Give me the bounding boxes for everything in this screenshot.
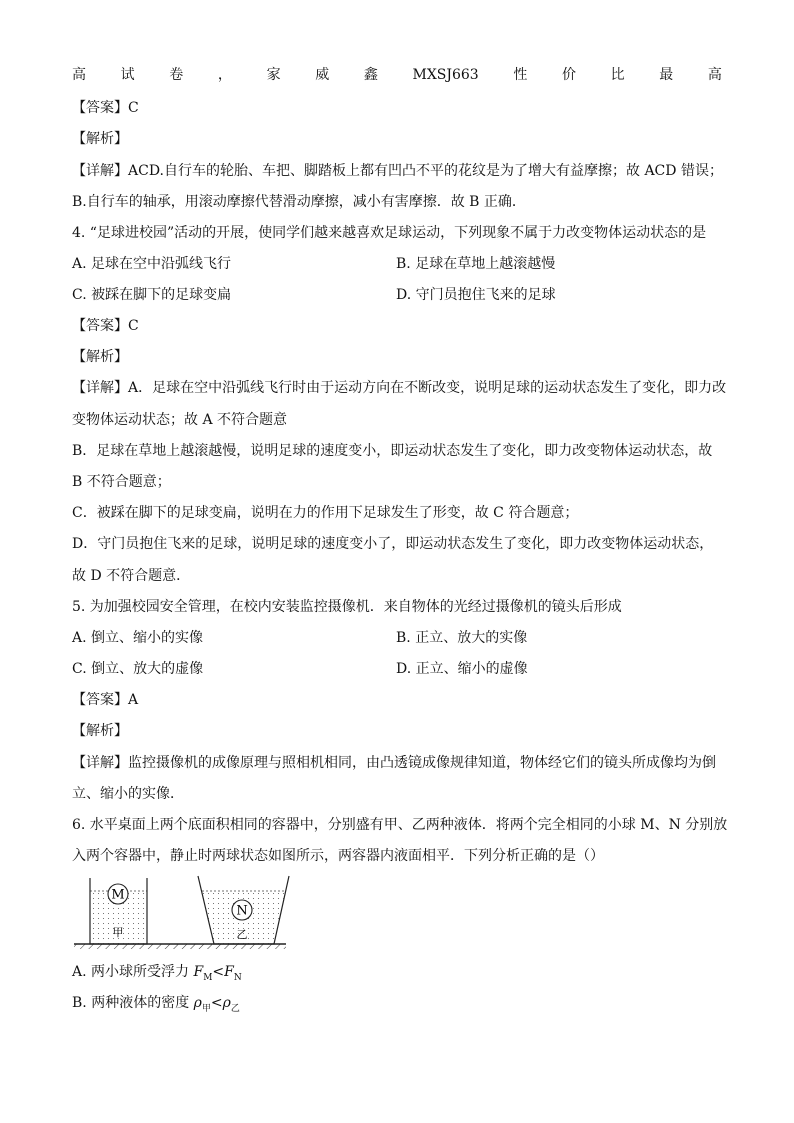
q5-option-b: B. 正立、放大的实像 [396,630,528,646]
q6-option-a [72,963,242,987]
q6-option-b [72,994,240,1018]
header-char: 价 [562,67,576,83]
q6-stem: 6. 水平桌面上两个底面积相同的容器中，分别盛有甲、乙两种液体．将两个完全相同的小球 M、N 分别放 [72,817,728,833]
header-char: 卷 [169,67,184,83]
q4-answer: 【答案】C [72,318,139,334]
force-symbol: F [224,964,234,980]
q4-option-b: B. 足球在草地上越滚越慢 [396,256,556,272]
q4-detail-line: 变物体运动状态；故 A 不符合题意 [72,412,288,428]
q3-detail-line: B.自行车的轴承，用滚动摩擦代替滑动摩擦，减小有害摩擦．故 B 正确． [72,194,526,210]
q4-detail-line: 【详解】A．足球在空中沿弧线飞行时由于运动方向在不断改变，说明足球的运动状态发生了变化，即力改 [72,380,727,396]
less-than: < [210,995,223,1011]
q4-detail-line: B．足球在草地上越滚越慢，说明足球的速度变小，即运动状态发生了变化，即力改变物体运动状态，故 [72,443,713,459]
liquid-jia-label: 甲 [112,926,124,939]
q3-answer: 【答案】C [72,100,139,116]
header-char: 性 [513,67,528,83]
q4-detail-line: D．守门员抱住飞来的足球，说明足球的速度变小了，即运动状态发生了变化，即力改变物体运动状态， [72,536,714,552]
q6-stem: 入两个容器中，静止时两球状态如图所示，两容器内液面相平．下列分析正确的是（） [72,848,604,864]
containers-figure [72,872,292,952]
header-code: MXSJ663 [412,67,479,83]
liquid-yi-label: 乙 [236,928,248,941]
q4-detail-line: B 不符合题意； [72,474,171,490]
q4-analysis-heading: 【解析】 [72,349,128,365]
q6-option-b-text: B. 两种液体的密度 [72,995,194,1011]
q5-detail-line: 【详解】监控摄像机的成像原理与照相机相同，由凸透镜成像规律知道，物体经它们的镜头所成像均为倒 [72,755,716,771]
q5-option-a: A. 倒立、缩小的实像 [72,630,204,646]
header-char: 试 [120,67,135,83]
header-char: 高 [707,67,722,83]
header-char: 家 [266,67,281,83]
q5-analysis-heading: 【解析】 [72,723,128,739]
header-char: 比 [610,67,625,83]
ball-n-label: N [236,903,248,919]
header-char: 高 [72,67,86,83]
q5-answer: 【答案】A [72,692,139,708]
q5-option-c: C. 倒立、放大的虚像 [72,661,204,677]
density-symbol: ρ [222,995,231,1011]
header-slogan [72,66,722,84]
q4-option-d: D. 守门员抱住飞来的足球 [396,287,556,303]
subscript: 甲 [201,1003,211,1014]
q6-option-a-text: A. 两小球所受浮力 [72,964,194,980]
q3-analysis-heading: 【解析】 [72,131,128,147]
q5-stem: 5. 为加强校园安全管理，在校内安装监控摄像机．来自物体的光经过摄像机的镜头后形成 [72,599,622,615]
q5-option-d: D. 正立、缩小的虚像 [396,661,528,677]
subscript: N [233,972,242,983]
subscript: M [203,972,213,983]
table-hatching [74,944,286,949]
header-char: 鑫 [363,67,378,83]
q4-option-a: A. 足球在空中沿弧线飞行 [72,256,232,272]
subscript: 乙 [230,1003,240,1014]
q3-detail-line: 【详解】ACD.自行车的轮胎、车把、脚踏板上都有凹凸不平的花纹是为了增大有益摩擦；故 ACD 错误； [72,163,723,179]
header-char: ， [217,67,232,83]
ball-m-label: M [111,887,125,903]
q5-detail-line: 立、缩小的实像． [72,786,184,802]
header-char: 威 [315,67,330,83]
force-symbol: F [193,964,204,980]
q4-option-c: C. 被踩在脚下的足球变扁 [72,287,232,303]
less-than: < [212,964,225,980]
density-symbol: ρ [193,995,202,1011]
q4-stem: 4. “足球进校园”活动的开展，使同学们越来越喜欢足球运动，下列现象不属于力改变物体运动状态的是 [72,225,707,241]
q4-detail-line: C．被踩在脚下的足球变扁，说明在力的作用下足球发生了形变，故 C 符合题意； [72,505,579,521]
header-char: 最 [659,67,674,83]
q4-detail-line: 故 D 不符合题意． [72,568,191,584]
